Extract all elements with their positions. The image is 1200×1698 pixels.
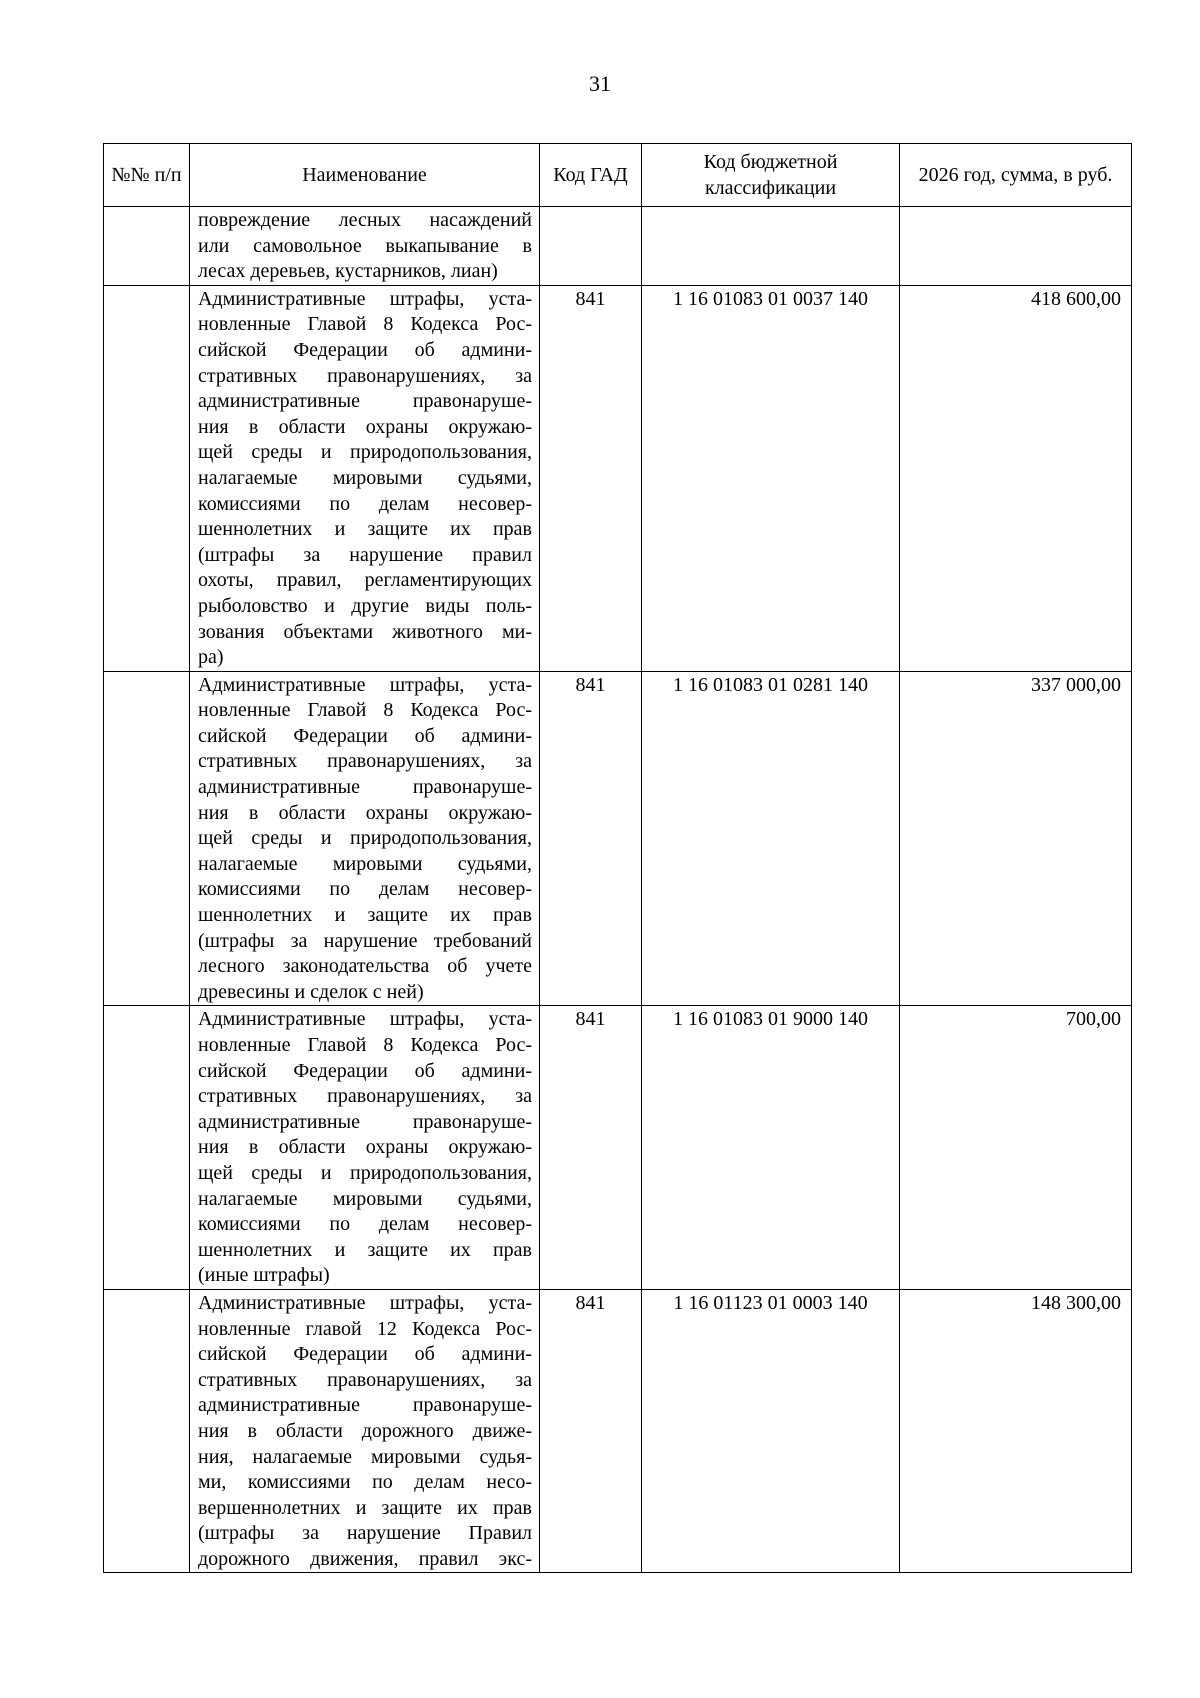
- name-text-line: налагаемые мировыми судьями,: [198, 466, 532, 489]
- page-number: 31: [589, 71, 611, 96]
- name-text-line: дорожного движения, правил экс-: [198, 1547, 532, 1570]
- name-text-line: ния в области охраны окружаю-: [198, 1136, 532, 1159]
- row-budget-classification-code-cell: [642, 207, 900, 286]
- name-text-line: рыболовство и другие виды поль-: [198, 594, 532, 617]
- name-text-line: административные правонаруше-: [198, 1110, 532, 1133]
- name-text-line: шеннолетних и защите их прав: [198, 1238, 532, 1261]
- name-text-line: сийской Федерации об админи-: [198, 1059, 532, 1082]
- name-text-line: ния в области охраны окружаю-: [198, 801, 532, 824]
- name-text-line: сийской Федерации об админи-: [198, 1343, 532, 1366]
- name-text-line: или самовольное выкапывание в: [198, 234, 532, 257]
- name-text-line: комиссиями по делам несовер-: [198, 878, 532, 901]
- row-gad-code-cell: 841: [540, 1006, 642, 1290]
- row-number-cell: [104, 1289, 190, 1573]
- name-text-line: сийской Федерации об админи-: [198, 724, 532, 747]
- table-row: [104, 1006, 1132, 1290]
- name-text-line: административные правонаруше-: [198, 1394, 532, 1417]
- row-amount-cell: 148 300,00: [900, 1289, 1132, 1573]
- row-budget-classification-code-cell: 1 16 01123 01 0003 140: [642, 1289, 900, 1573]
- row-gad-code-cell: 841: [540, 285, 642, 671]
- name-text-line: новленные главой 12 Кодекса Рос-: [198, 1317, 532, 1340]
- name-text-line: лесного законодательства об учете: [198, 955, 532, 978]
- name-text-line: административные правонаруше-: [198, 390, 532, 413]
- name-text-line: ра): [198, 646, 224, 669]
- table-row: [104, 671, 1132, 1006]
- name-text-line: стративных правонарушениях, за: [198, 364, 532, 387]
- row-number-cell: [104, 671, 190, 1006]
- name-text-line: стративных правонарушениях, за: [198, 750, 532, 773]
- name-text-line: сийской Федерации об админи-: [198, 338, 532, 361]
- column-header-gad-code: Код ГАД: [540, 144, 642, 207]
- name-text-line: лесах деревьев, кустарников, лиан): [198, 260, 498, 283]
- name-text-line: вершеннолетних и защите их прав: [198, 1496, 532, 1519]
- name-text-line: ми, комиссиями по делам несо-: [198, 1471, 532, 1494]
- row-number-cell: [104, 285, 190, 671]
- name-text-line: шеннолетних и защите их прав: [198, 518, 532, 541]
- column-header-number: №№ п/п: [104, 144, 190, 207]
- name-text-line: новленные Главой 8 Кодекса Рос-: [198, 1034, 532, 1056]
- row-name-cell: [190, 1006, 540, 1290]
- table-row: [104, 285, 1132, 671]
- table-header-row: [104, 144, 1132, 207]
- name-text-line: ния в области охраны окружаю-: [198, 415, 532, 438]
- name-text-line: (штрафы за нарушение правил: [198, 543, 532, 566]
- column-header-amount-2026: 2026 год, сумма, в руб.: [900, 144, 1132, 207]
- name-text-line: налагаемые мировыми судьями,: [198, 852, 532, 875]
- name-text-line: охоты, правил, регламентирующих: [198, 569, 532, 592]
- name-text-line: (иные штрафы): [198, 1264, 330, 1287]
- name-text-line: ния в области дорожного движе-: [198, 1419, 532, 1442]
- row-amount-cell: 337 000,00: [900, 671, 1132, 1006]
- name-text-line: комиссиями по делам несовер-: [198, 492, 532, 515]
- name-text-line: новленные Главой 8 Кодекса Рос-: [198, 699, 532, 722]
- table-row: [104, 1289, 1132, 1573]
- name-text-line: щей среды и природопользования,: [198, 1161, 532, 1184]
- row-name-cell: [190, 1289, 540, 1573]
- row-gad-code-cell: 841: [540, 1289, 642, 1573]
- row-budget-classification-code-cell: 1 16 01083 01 0281 140: [642, 671, 900, 1006]
- name-text-line: стративных правонарушениях, за: [198, 1368, 532, 1391]
- name-text-line: (штрафы за нарушение Правил: [198, 1522, 532, 1545]
- row-budget-classification-code-cell: 1 16 01083 01 0037 140: [642, 285, 900, 671]
- row-name-cell: [190, 285, 540, 671]
- name-text-line: шеннолетних и защите их прав: [198, 904, 532, 927]
- budget-revenue-table: [103, 143, 1132, 1573]
- name-text-line: Административные штрафы, уста-: [198, 673, 532, 696]
- name-text-line: ния, налагаемые мировыми судья-: [198, 1445, 532, 1468]
- name-text-line: древесины и сделок с ней): [198, 980, 424, 1003]
- name-text-line: стративных правонарушениях, за: [198, 1085, 532, 1108]
- row-amount-cell: [900, 207, 1132, 286]
- name-text-line: зования объектами животного ми-: [198, 620, 532, 643]
- name-text-line: щей среды и природопользования,: [198, 441, 532, 464]
- row-amount-cell: 700,00: [900, 1006, 1132, 1290]
- name-text-line: налагаемые мировыми судьями,: [198, 1187, 532, 1210]
- column-header-name: Наименование: [190, 144, 540, 207]
- table-body: [104, 207, 1132, 1573]
- row-name-cell: [190, 207, 540, 286]
- name-text-line: повреждение лесных насаждений: [198, 209, 532, 231]
- name-text-line: Административные штрафы, уста-: [198, 1291, 532, 1314]
- name-text-line: Административные штрафы, уста-: [198, 287, 532, 310]
- name-text-line: комиссиями по делам несовер-: [198, 1213, 532, 1236]
- row-number-cell: [104, 207, 190, 286]
- name-text-line: Административные штрафы, уста-: [198, 1008, 532, 1031]
- row-gad-code-cell: 841: [540, 671, 642, 1006]
- row-gad-code-cell: [540, 207, 642, 286]
- name-text-line: новленные Главой 8 Кодекса Рос-: [198, 313, 532, 336]
- row-budget-classification-code-cell: 1 16 01083 01 9000 140: [642, 1006, 900, 1290]
- row-name-cell: [190, 671, 540, 1006]
- row-number-cell: [104, 1006, 190, 1290]
- table-row: [104, 207, 1132, 286]
- name-text-line: щей среды и природопользования,: [198, 827, 532, 850]
- column-header-budget-classification-code: Код бюджетной классификации: [642, 144, 900, 207]
- row-amount-cell: 418 600,00: [900, 285, 1132, 671]
- name-text-line: (штрафы за нарушение требований: [198, 929, 532, 952]
- name-text-line: административные правонаруше-: [198, 776, 532, 799]
